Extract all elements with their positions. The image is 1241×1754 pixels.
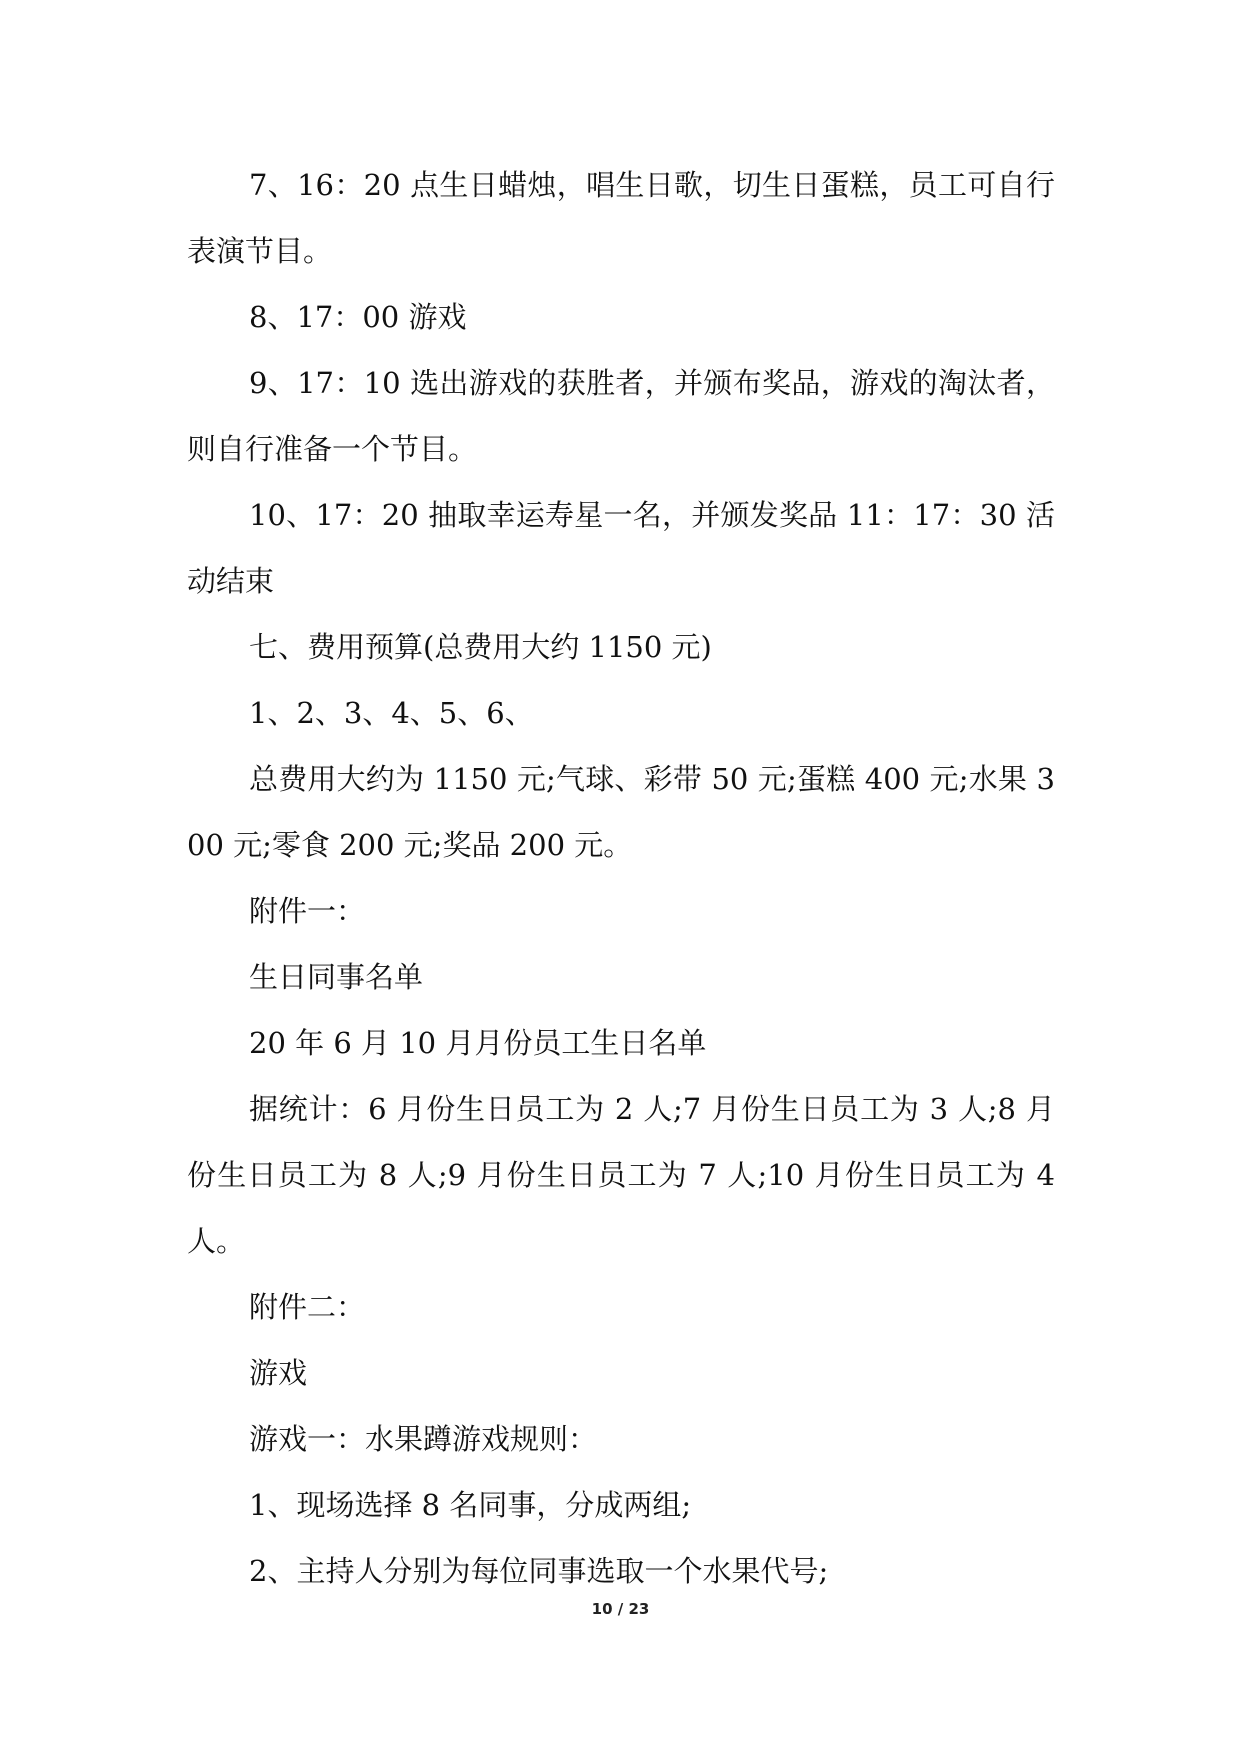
attachment-two-heading: 附件二： (249, 1290, 366, 1324)
paragraph-schedule-item-10: 10、17：20 抽取幸运寿星一名，并颁发奖品 11：17：30 活动结束 (187, 498, 1055, 598)
paragraph-birthday-list-subtitle: 20 年 6 月 10 月月份员工生日名单 (249, 1026, 707, 1060)
paragraph-game-rule-1: 1、现场选择 8 名同事，分成两组; (249, 1488, 692, 1522)
paragraph-games-title: 游戏 (249, 1356, 308, 1390)
paragraph-game-rule-2: 2、主持人分别为每位同事选取一个水果代号; (249, 1554, 829, 1588)
document-body (187, 152, 1055, 1604)
paragraph-game-one-title: 游戏一：水果蹲游戏规则： (249, 1422, 598, 1456)
attachment-one-heading: 附件一： (249, 894, 366, 928)
paragraph-budget-list: 1、2、3、4、5、6、 (249, 696, 534, 730)
paragraph-schedule-item-7: 7、16：20 点生日蜡烛，唱生日歌，切生日蛋糕，员工可自行表演节目。 (187, 168, 1055, 268)
section-heading-budget: 七、费用预算(总费用大约 1150 元) (249, 630, 712, 664)
paragraph-birthday-statistics: 据统计：6 月份生日员工为 2 人;7 月份生日员工为 3 人;8 月份生日员工为 8 人;9 月份生日员工为 7 人;10 月份生日员工为 4 人。 (187, 1092, 1055, 1258)
paragraph-birthday-list-title: 生日同事名单 (249, 960, 424, 994)
paragraph-budget-detail: 总费用大约为 1150 元;气球、彩带 50 元;蛋糕 400 元;水果 300 元;零食 200 元;奖品 200 元。 (187, 762, 1055, 862)
paragraph-schedule-item-8: 8、17：00 游戏 (249, 300, 467, 334)
page-number: 10 / 23 (591, 1600, 650, 1618)
paragraph-schedule-item-9: 9、17：10 选出游戏的获胜者，并颁布奖品，游戏的淘汰者，则自行准备一个节目。 (187, 366, 1055, 466)
